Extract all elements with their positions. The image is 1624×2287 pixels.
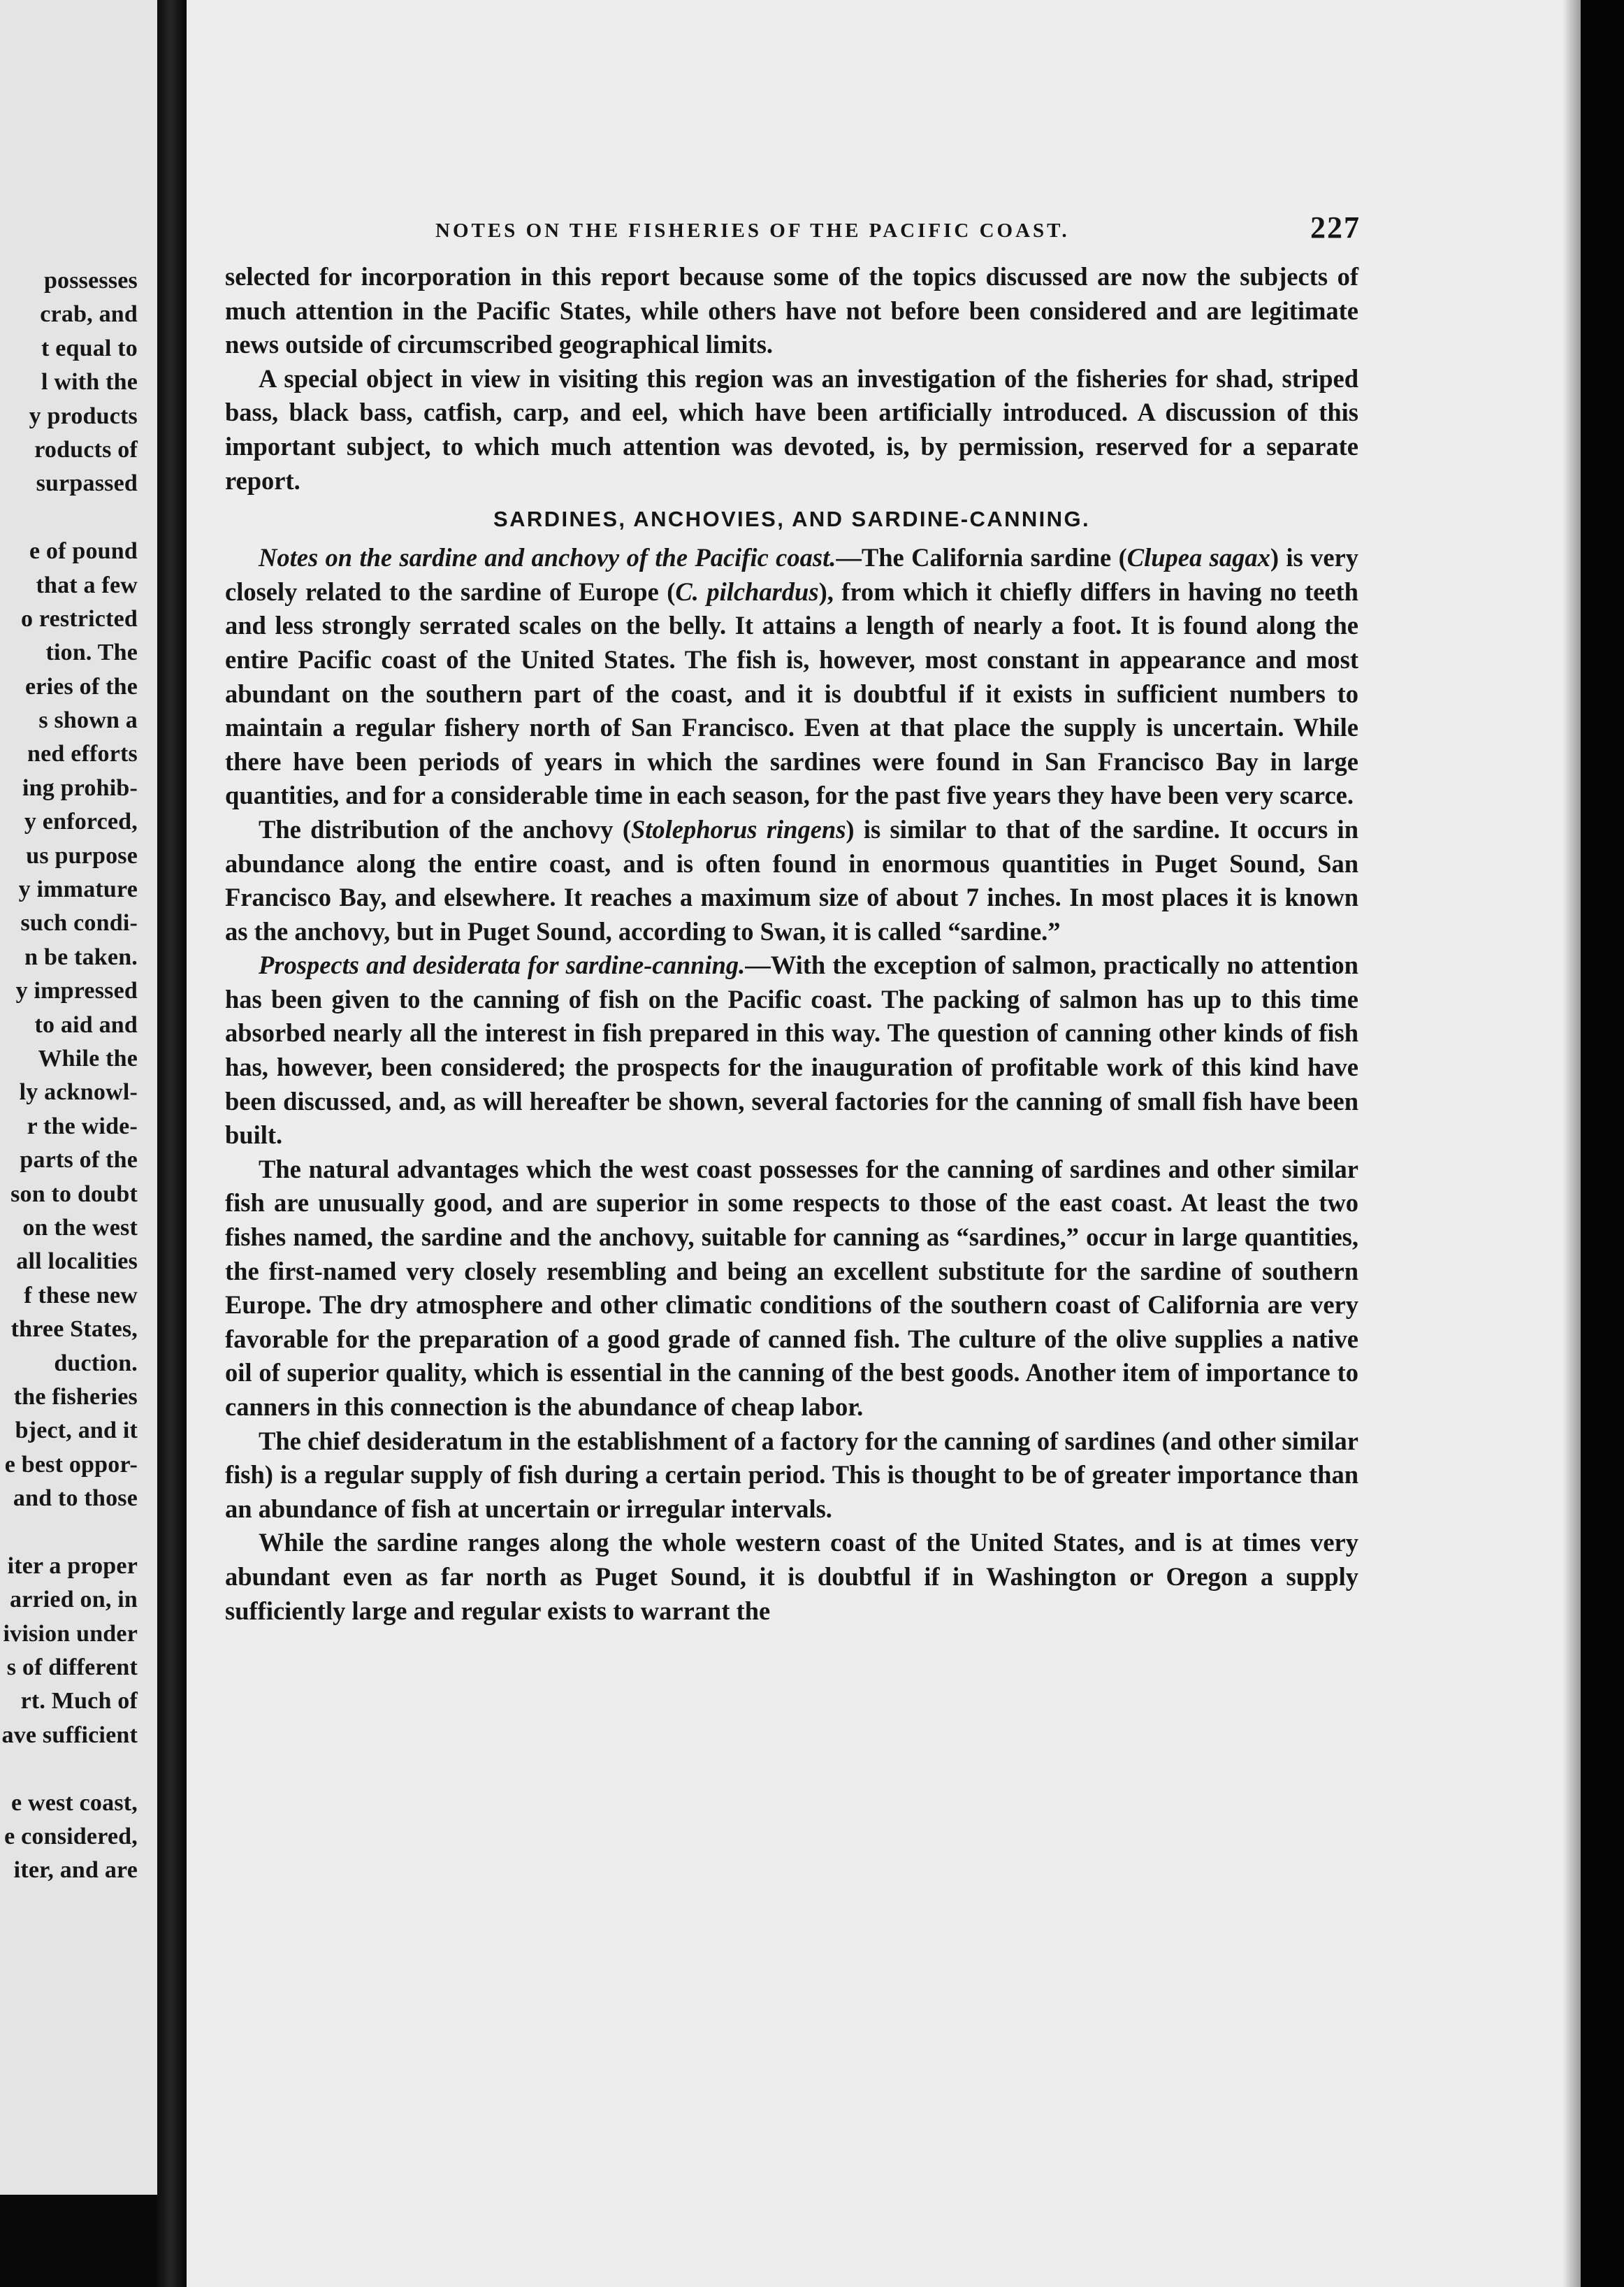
paragraph-sardine-notes bbox=[225, 541, 1358, 813]
facing-line: y products bbox=[29, 403, 138, 429]
paragraph-anchovy-distribution bbox=[225, 813, 1358, 948]
paragraph-sardine-range: While the sardine ranges along the whole western coast of the United States, and is at times very abundant even as far north as Puget Sound, it is doubtful if in Washington or Oregon a supply sufficiently large and regular exists to warrant the bbox=[225, 1528, 1358, 1625]
facing-line: possesses bbox=[43, 268, 138, 294]
paragraph-text: The distribution of the anchovy ( bbox=[259, 814, 631, 844]
facing-line: parts of the bbox=[20, 1147, 138, 1174]
scan-border bbox=[1581, 0, 1624, 2287]
facing-line: e of pound bbox=[29, 538, 138, 565]
facing-line: ned efforts bbox=[27, 741, 138, 767]
facing-line: son to doubt bbox=[10, 1181, 138, 1207]
facing-line: tion. The bbox=[45, 640, 138, 666]
running-title: NOTES ON THE FISHERIES OF THE PACIFIC COAST. bbox=[435, 219, 1070, 242]
paragraph-lead: Prospects and desiderata for sardine-canning. bbox=[259, 951, 746, 980]
facing-line: r the wide- bbox=[27, 1113, 138, 1139]
facing-line: rt. Much of bbox=[20, 1688, 138, 1715]
facing-line: all localities bbox=[16, 1248, 138, 1275]
body-text bbox=[225, 260, 1358, 1628]
scientific-name: C. pilchardus bbox=[675, 577, 819, 606]
paragraph-text: —With the exception of salmon, practically no attention has been given to the canning of fish on the Pacific coast. The packing of salmon has up to this time absorbed nearly all the interest in fish prepared in this way. The question of canning other kinds of fish has, however, been considered; the prospects for the inauguration of profitable work of this kind have been discussed, and, as will hereafter be shown, several factories for the canning of small fish have been built. bbox=[225, 951, 1358, 1150]
facing-line: bject, and it bbox=[15, 1417, 138, 1444]
facing-line: ly acknowl- bbox=[19, 1079, 138, 1106]
facing-line: such condi- bbox=[20, 910, 138, 937]
facing-page-fragment bbox=[0, 0, 157, 2195]
scan-shadow bbox=[0, 2195, 157, 2287]
facing-line: the fisheries bbox=[13, 1383, 138, 1410]
facing-line: t equal to bbox=[41, 335, 138, 361]
paragraph-lead: Notes on the sardine and anchovy of the Pacific coast. bbox=[259, 543, 836, 572]
facing-line: y immature bbox=[18, 876, 138, 903]
paragraph-text: ) is similar to that of the sardine. It occurs in abundance along the entire coast, and is often found in enormous quantities in Puget Sound, San Francisco Bay, and elsewhere. It reaches a maximum size of about 7 inches. In most places it is known as the anchovy, but in Puget Sound, according to Swan, it is called “sardine.” bbox=[225, 814, 1358, 946]
facing-line: y enforced, bbox=[24, 809, 138, 835]
facing-page-text bbox=[0, 264, 138, 1888]
paragraph-text: ) is very closely related to the sardine of Europe ( bbox=[225, 543, 1358, 606]
facing-line: f these new bbox=[24, 1282, 138, 1308]
facing-line: e considered, bbox=[4, 1823, 138, 1849]
facing-line: iter, and are bbox=[13, 1857, 138, 1884]
section-heading: SARDINES, ANCHOVIES, AND SARDINE-CANNING. bbox=[493, 507, 1090, 532]
paragraph-natural-advantages: The natural advantages which the west coast possesses for the canning of sardines and other similar fish are unusually good, and are superior in some respects to those of the east coast. At least the two fishes named, the sardine and the anchovy, suitable for canning as “sardines,” occur in large quantities, the first-named very closely resembling and being an excellent substitute for the sardine of southern Europe. The dry atmosphere and other climatic conditions of the southern coast of California are very favorable for the preparation of a good grade of canned fish. The culture of the olive supplies a native oil of superior quality, which is essential in the canning of the best goods. Another item of importance to canners in this connection is the abundance of cheap labor. bbox=[225, 1154, 1358, 1421]
page-edge-shadow bbox=[1563, 0, 1581, 2287]
facing-line: e west coast, bbox=[10, 1789, 138, 1816]
facing-line: surpassed bbox=[36, 470, 138, 497]
facing-line-gap bbox=[0, 501, 138, 535]
facing-line: on the west bbox=[22, 1214, 138, 1241]
paragraph-text: ), from which it chiefly differs in having no teeth and less strongly serrated scales on the belly. It attains a length of nearly a foot. It is found along the entire Pacific coast of the United States. The fish is, however, most constant in appearance and most abundant on the southern part of the coast, and it is doubtful if it exists in sufficient numbers to maintain a regular fishery north of San Francisco. Even at that place the supply is uncertain. While there have been periods of years in which the sardines were found in San Francisco Bay in large quantities, and for a considerable time in each season, for the past five years they have been very scarce. bbox=[225, 577, 1358, 810]
page-number: 227 bbox=[1310, 210, 1361, 245]
paragraph-chief-desideratum: The chief desideratum in the establishment of a factory for the canning of sardines (and other similar fish) is a regular supply of fish during a certain period. This is thought to be of greater importance than an abundance of fish at uncertain or irregular intervals. bbox=[225, 1426, 1358, 1523]
facing-line: n be taken. bbox=[24, 944, 138, 970]
facing-line: iter a proper bbox=[7, 1552, 138, 1579]
facing-line: three States, bbox=[10, 1316, 138, 1343]
facing-line: arried on, in bbox=[10, 1587, 138, 1613]
facing-line-gap bbox=[0, 1515, 138, 1549]
facing-line: e best oppor- bbox=[4, 1451, 138, 1478]
facing-line: crab, and bbox=[40, 301, 138, 328]
facing-line: ivision under bbox=[3, 1620, 138, 1647]
facing-line: y impressed bbox=[15, 978, 138, 1004]
facing-line: s of different bbox=[6, 1654, 138, 1681]
facing-line: to aid and bbox=[34, 1011, 138, 1038]
facing-line: duction. bbox=[54, 1350, 138, 1376]
paragraph-prospects bbox=[225, 948, 1358, 1153]
paragraph-intro-continuation: selected for incorporation in this report because some of the topics discussed are now the subjects of much attention in the Pacific States, while others have not before been considered and are legitimate news outside of circumscribed geographical limits. bbox=[225, 262, 1358, 359]
facing-line: and to those bbox=[13, 1485, 138, 1512]
facing-line: While the bbox=[38, 1045, 138, 1072]
facing-line: us purpose bbox=[26, 842, 138, 869]
paragraph-special-object: A special object in view in visiting this region was an investigation of the fisheries for shad, striped bass, black bass, catfish, carp, and eel, which have been artificially introduced. A discussion of this important subject, to which much attention was devoted, is, by permission, reserved for a separate report. bbox=[225, 363, 1358, 495]
facing-line: ave sufficient bbox=[1, 1722, 138, 1748]
book-gutter bbox=[157, 0, 187, 2287]
facing-line: eries of the bbox=[25, 673, 138, 700]
facing-line-gap bbox=[0, 1752, 138, 1786]
scientific-name: Stolephorus ringens bbox=[630, 814, 846, 844]
facing-line: l with the bbox=[41, 369, 138, 396]
facing-line: ing prohib- bbox=[22, 774, 138, 801]
facing-line: that a few bbox=[36, 572, 138, 598]
scientific-name: Clupea sagax bbox=[1126, 543, 1270, 572]
paragraph-text: —The California sardine ( bbox=[836, 543, 1127, 572]
facing-line: roducts of bbox=[34, 436, 138, 463]
running-head bbox=[247, 210, 1361, 249]
facing-line: o restricted bbox=[21, 605, 138, 632]
facing-line: s shown a bbox=[38, 707, 138, 734]
